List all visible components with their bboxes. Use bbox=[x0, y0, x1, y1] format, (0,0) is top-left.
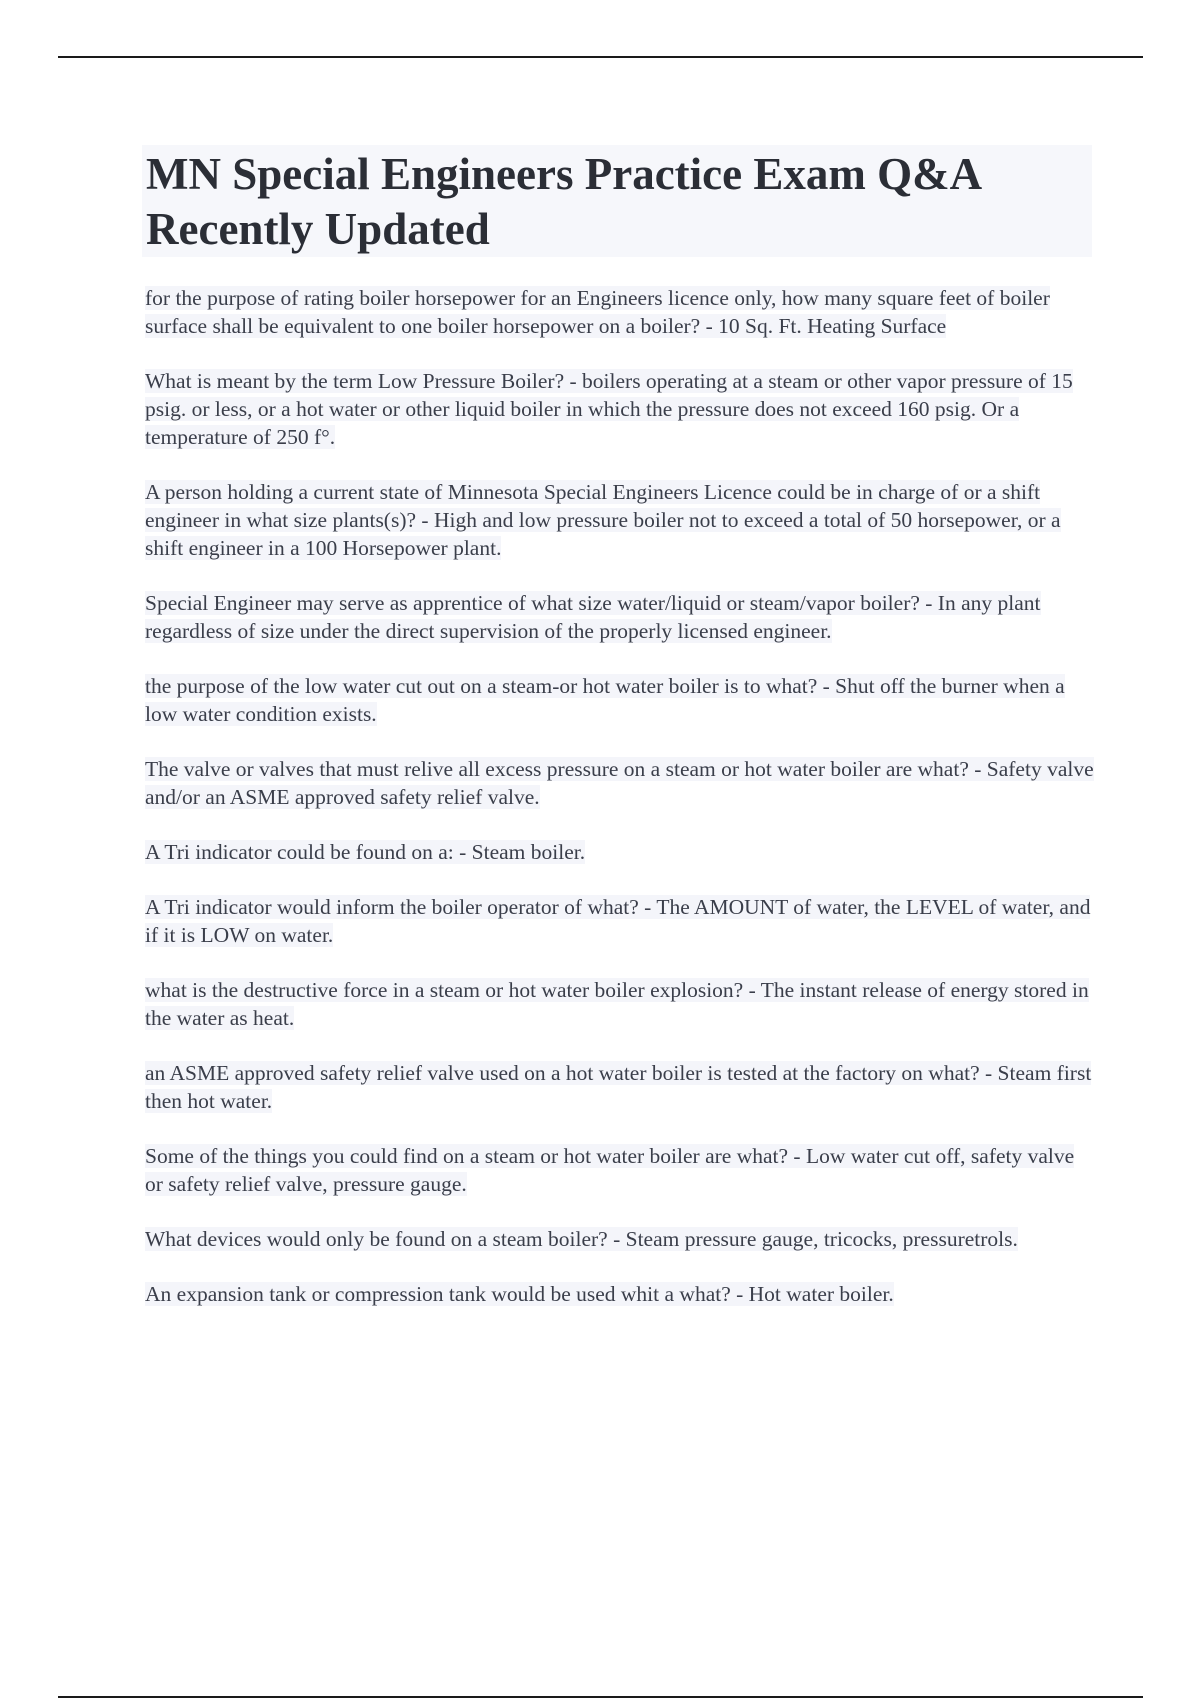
qa-list bbox=[145, 284, 1095, 1335]
qa-item bbox=[145, 589, 1095, 645]
qa-item bbox=[145, 1225, 1095, 1253]
qa-item bbox=[145, 976, 1095, 1032]
bottom-rule bbox=[58, 1696, 1143, 1698]
top-rule bbox=[58, 56, 1143, 58]
qa-item bbox=[145, 893, 1095, 949]
qa-item bbox=[145, 367, 1095, 451]
document-title: MN Special Engineers Practice Exam Q&A Recently Updated bbox=[146, 149, 980, 254]
qa-item bbox=[145, 478, 1095, 562]
qa-text: An expansion tank or compression tank would be used whit a what? - Hot water boiler. bbox=[145, 1282, 894, 1306]
qa-item bbox=[145, 838, 1095, 866]
qa-item bbox=[145, 1142, 1095, 1198]
title-block bbox=[142, 145, 1092, 257]
qa-text: What devices would only be found on a steam boiler? - Steam pressure gauge, tricocks, pressuretrols. bbox=[145, 1227, 1018, 1251]
qa-item bbox=[145, 672, 1095, 728]
qa-text: what is the destructive force in a steam or hot water boiler explosion? - The instant release of energy stored in the water as heat. bbox=[145, 978, 1089, 1030]
qa-text: the purpose of the low water cut out on a steam-or hot water boiler is to what? - Shut off the burner when a low water condition exists. bbox=[145, 674, 1065, 726]
qa-item bbox=[145, 1059, 1095, 1115]
qa-text: What is meant by the term Low Pressure Boiler? - boilers operating at a steam or other vapor pressure of 15 psig. or less, or a hot water or other liquid boiler in which the pressure does not exceed 160 psig. Or a temperature of 250 f°. bbox=[145, 369, 1073, 449]
qa-text: Special Engineer may serve as apprentice of what size water/liquid or steam/vapor boiler? - In any plant regardless of size under the direct supervision of the properly licensed engineer. bbox=[145, 591, 1041, 643]
qa-item bbox=[145, 284, 1095, 340]
qa-item bbox=[145, 755, 1095, 811]
qa-text: A Tri indicator could be found on a: - Steam boiler. bbox=[145, 840, 586, 864]
qa-text: A Tri indicator would inform the boiler operator of what? - The AMOUNT of water, the LEVEL of water, and if it is LOW on water. bbox=[145, 895, 1091, 947]
qa-text: The valve or valves that must relive all excess pressure on a steam or hot water boiler are what? - Safety valve and/or an ASME approved safety relief valve. bbox=[145, 757, 1094, 809]
qa-text: A person holding a current state of Minnesota Special Engineers Licence could be in charge of or a shift engineer in what size plants(s)? - High and low pressure boiler not to exceed a total of 50 horsepower, or a shift engineer in a 100 Horsepower plant. bbox=[145, 480, 1061, 560]
qa-item bbox=[145, 1280, 1095, 1308]
qa-text: an ASME approved safety relief valve used on a hot water boiler is tested at the factory on what? - Steam first then hot water. bbox=[145, 1061, 1092, 1113]
qa-text: Some of the things you could find on a steam or hot water boiler are what? - Low water cut off, safety valve or safety relief valve, pressure gauge. bbox=[145, 1144, 1075, 1196]
qa-text: for the purpose of rating boiler horsepower for an Engineers licence only, how many square feet of boiler surface shall be equivalent to one boiler horsepower on a boiler? - 10 Sq. Ft. Heating Surface bbox=[145, 286, 1050, 338]
